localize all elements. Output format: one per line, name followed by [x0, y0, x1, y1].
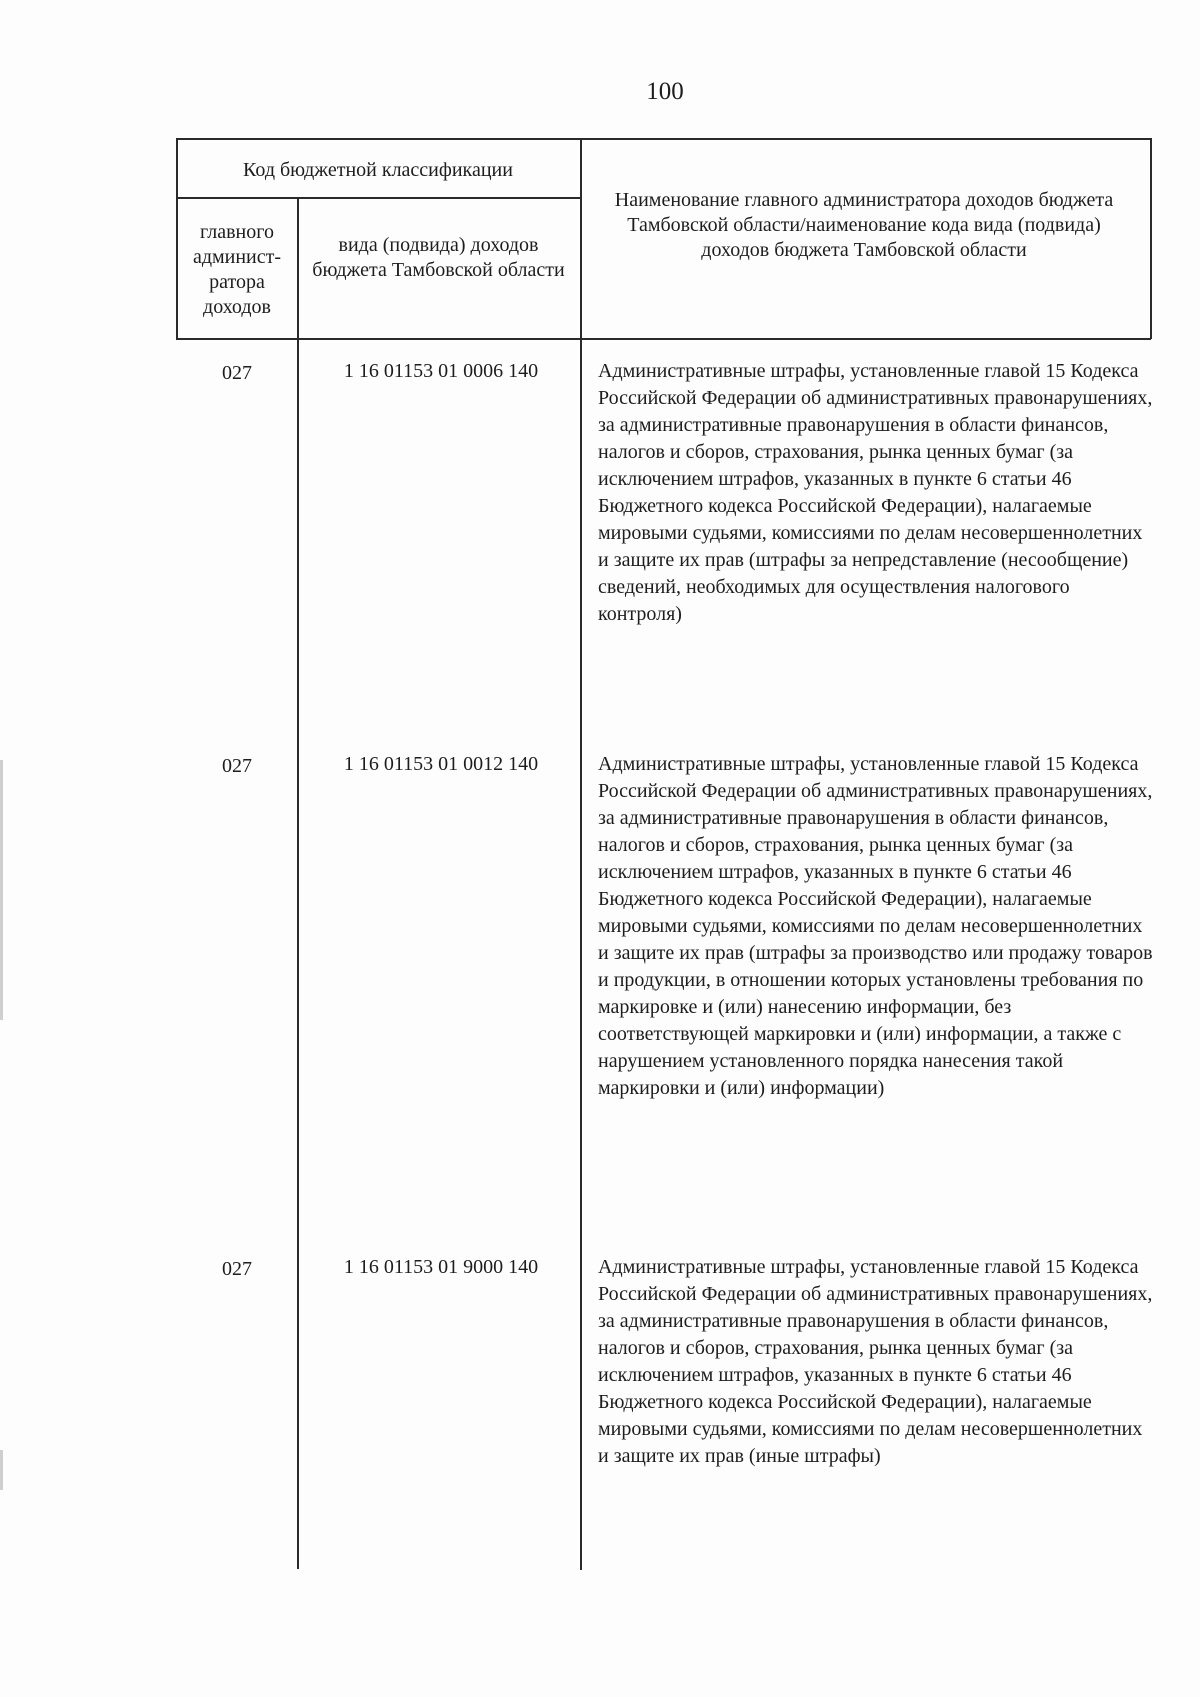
table-row-2-admin: 027 — [222, 755, 252, 777]
column-divider-code — [580, 138, 582, 1570]
scan-edge-mark — [0, 760, 3, 1020]
table-row-3-code: 1 16 01153 01 9000 140 — [343, 1256, 539, 1278]
table-row-2-code: 1 16 01153 01 0012 140 — [343, 753, 539, 775]
table-row-3-admin: 027 — [222, 1258, 252, 1280]
table-row-3-name: Административные штрафы, установленные главой 15 Кодекса Российской Федерации об административных правонарушениях, за административные правонарушения в области финансов, налогов и сборов, страхования, рынка ценных бумаг (за исключением штрафов, указанных в пункте 6 статьи 46 Бюджетного кодекса Российской Федерации), налагаемые мировыми судьями, комиссиями по делам несовершеннолетних и защите их прав (иные штрафы) — [598, 1256, 1153, 1467]
header-col-admin: главного админист-ратора доходов — [192, 221, 282, 318]
table-row-1-name: Административные штрафы, установленные главой 15 Кодекса Российской Федерации об административных правонарушениях, за административные правонарушения в области финансов, налогов и сборов, страхования, рынка ценных бумаг (за исключением штрафов, указанных в пункте 6 статьи 46 Бюджетного кодекса Российской Федерации), налагаемые мировыми судьями, комиссиями по делам несовершеннолетних и защите их прав (штрафы за непредставление (несообщение) сведений, необходимых для осуществления налогового контроля) — [598, 360, 1153, 625]
column-divider-admin — [297, 197, 299, 1569]
header-group-title: Код бюджетной классификации — [243, 159, 513, 181]
header-col-name: Наименование главного администратора доходов бюджета Тамбовской области/наименование кода вида (подвида) доходов бюджета Тамбовской области — [614, 189, 1114, 261]
header-right-border — [1150, 138, 1152, 339]
table-top-border — [176, 138, 1151, 140]
header-col-kind: вида (подвида) доходов бюджета Тамбовской области — [312, 234, 565, 281]
table-row-1-admin: 027 — [222, 362, 252, 384]
header-group-divider — [176, 197, 580, 199]
scan-edge-mark — [0, 1450, 3, 1490]
table-row-1-code: 1 16 01153 01 0006 140 — [343, 360, 539, 382]
table-row-2-name: Административные штрафы, установленные главой 15 Кодекса Российской Федерации об административных правонарушениях, за административные правонарушения в области финансов, налогов и сборов, страхования, рынка ценных бумаг (за исключением штрафов, указанных в пункте 6 статьи 46 Бюджетного кодекса Российской Федерации), налагаемые мировыми судьями, комиссиями по делам несовершеннолетних и защите их прав (штрафы за производство или продажу товаров и продукции, в отношении которых установлены требования по маркировке и (или) нанесению информации, без соответствующей маркировки и (или) информации, а также с нарушением установленного порядка нанесения такой маркировки и (или) информации) — [598, 753, 1153, 1099]
page-number: 100 — [646, 78, 684, 105]
header-bottom-border — [176, 338, 1151, 340]
